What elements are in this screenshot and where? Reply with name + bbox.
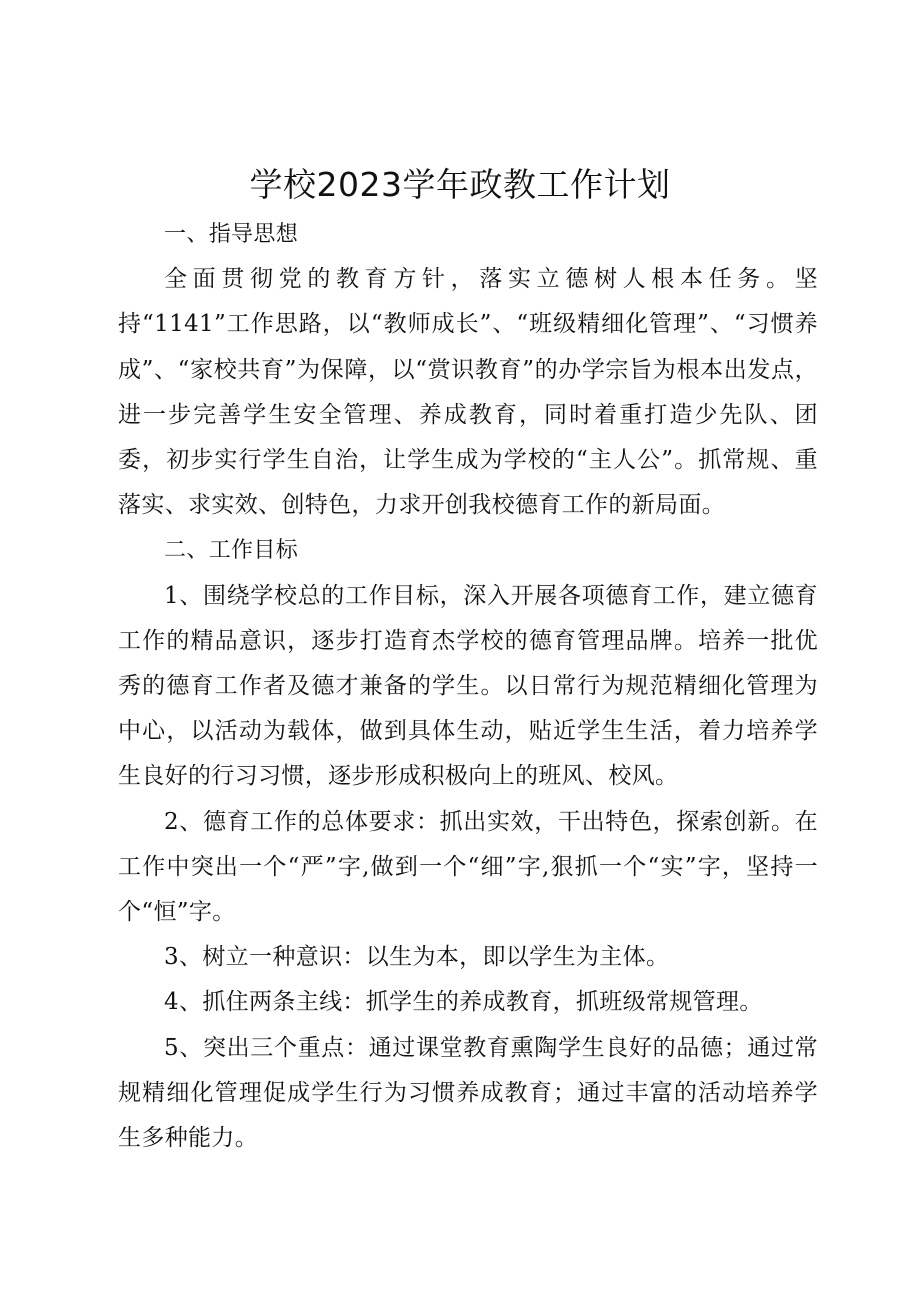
paragraph-goal-1: 1、围绕学校总的工作目标，深入开展各项德育工作，建立德育工作的精品意识，逐步打造育杰学校的德育管理品牌。培养一批优秀的德育工作者及德才兼备的学生。以日常行为规范精细化管理为中心，以活动为载体，做到具体生动，贴近学生生活，着力培养学生良好的行习习惯，逐步形成积极向上的班风、校风。 (118, 582, 818, 790)
paragraph-goal-2: 2、德育工作的总体要求：抓出实效，干出特色，探索创新。在工作中突出一个“严”字,做到一个“细”字,狠抓一个“实”字，坚持一个“恒”字。 (118, 808, 818, 926)
paragraph-goal-3: 3、树立一种意识：以生为本，即以学生为主体。 (164, 944, 670, 971)
document-body (118, 212, 818, 1161)
section-heading-work-goals: 二、工作目标 (164, 538, 299, 564)
section-heading-guiding-ideology: 一、指导思想 (164, 222, 299, 247)
document-title: 学校2023学年政教工作计划 (249, 165, 671, 204)
paragraph-guiding-ideology: 全面贯彻党的教育方针，落实立德树人根本任务。坚持“1141”工作思路，以“教师成长”、“班级精细化管理”、“习惯养成”、“家校共育”为保障，以“赏识教育”的办学宗旨为根本出发点，进一步完善学生安全管理、养成教育，同时着重打造少先队、团委，初步实行学生自治，让学生成为学校的“主人公”。抓常规、重落实、求实效、创特色，力求开创我校德育工作的新局面。 (118, 266, 818, 519)
paragraph-goal-4: 4、抓住两条主线：抓学生的养成教育，抓班级常规管理。 (164, 989, 763, 1016)
paragraph-goal-5: 5、突出三个重点：通过课堂教育熏陶学生良好的品德；通过常规精细化管理促成学生行为习惯养成教育；通过丰富的活动培养学生多种能力。 (118, 1034, 818, 1152)
